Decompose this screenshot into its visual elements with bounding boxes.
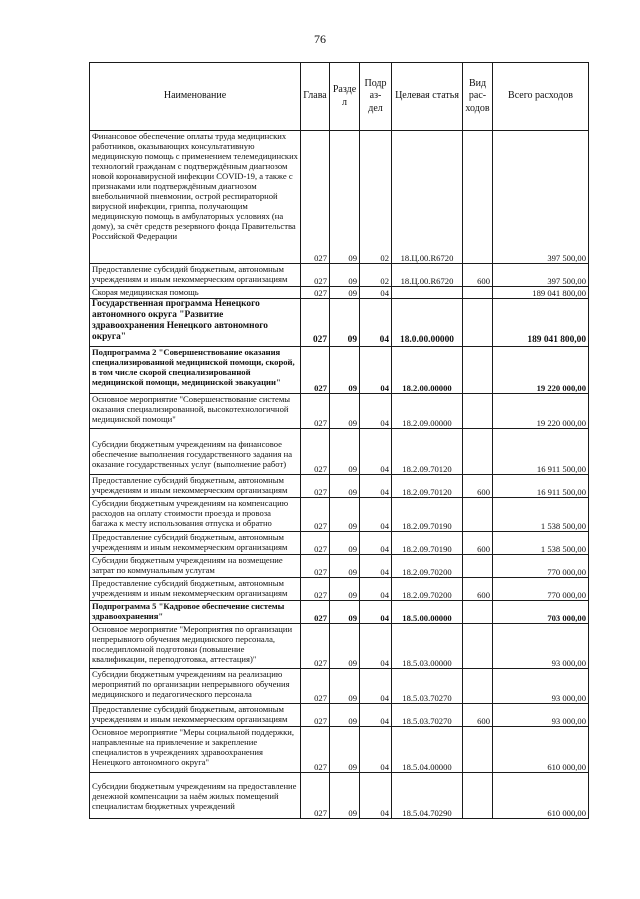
row-total: 397 500,00 xyxy=(493,264,589,287)
row-vid xyxy=(463,669,493,704)
row-vid xyxy=(463,347,493,394)
row-podrazdel: 04 xyxy=(360,601,392,624)
row-razdel: 09 xyxy=(330,131,360,264)
row-target: 18.2.09.70190 xyxy=(392,532,463,555)
row-target xyxy=(392,287,463,299)
row-razdel: 09 xyxy=(330,299,360,347)
row-podrazdel: 04 xyxy=(360,347,392,394)
row-vid: 600 xyxy=(463,264,493,287)
row-target: 18.5.03.70270 xyxy=(392,669,463,704)
table-row xyxy=(90,498,589,532)
row-name: Основное мероприятие "Меры социальной поддержки, направленные на привлечение и закрепление специалистов в учреждениях здравоохранения Ненецкого автономного округа" xyxy=(90,727,301,773)
row-podrazdel: 04 xyxy=(360,669,392,704)
table-row xyxy=(90,394,589,429)
row-target: 18.5.03.00000 xyxy=(392,624,463,669)
row-target: 18.2.09.70200 xyxy=(392,578,463,601)
row-vid: 600 xyxy=(463,475,493,498)
row-glava: 027 xyxy=(301,299,330,347)
row-vid: 600 xyxy=(463,532,493,555)
header-name: Наименование xyxy=(90,63,301,131)
table-row xyxy=(90,299,589,347)
row-name: Субсидии бюджетным учреждениям на предоставление денежной компенсации за наём жилых помещений специалистам бюджетных учреждений xyxy=(90,773,301,819)
row-name: Подпрограмма 2 "Совершенствование оказания специализированной медицинской помощи, скорой, в том числе скорой специализированной медицинской помощи, медицинской эвакуации" xyxy=(90,347,301,394)
row-vid xyxy=(463,429,493,475)
row-name: Субсидии бюджетным учреждениям на финансовое обеспечение выполнения государственного задания на оказание государственных услуг (выполнение работ) xyxy=(90,429,301,475)
table-row xyxy=(90,578,589,601)
header-total: Всего расходов xyxy=(493,63,589,131)
row-vid xyxy=(463,498,493,532)
header-razdel: Разде л xyxy=(330,63,360,131)
row-podrazdel: 04 xyxy=(360,532,392,555)
row-razdel: 09 xyxy=(330,727,360,773)
row-total: 610 000,00 xyxy=(493,773,589,819)
row-glava: 027 xyxy=(301,131,330,264)
row-name: Субсидии бюджетным учреждениям на реализацию мероприятий по организации непрерывного обучения медицинского и педагогического персонала xyxy=(90,669,301,704)
row-podrazdel: 02 xyxy=(360,131,392,264)
row-razdel: 09 xyxy=(330,704,360,727)
row-total: 16 911 500,00 xyxy=(493,475,589,498)
row-name: Государственная программа Ненецкого автономного округа "Развитие здравоохранения Ненецкого автономного округа" xyxy=(90,299,301,347)
row-target: 18.Ц.00.R6720 xyxy=(392,131,463,264)
row-razdel: 09 xyxy=(330,347,360,394)
row-target: 18.5.00.00000 xyxy=(392,601,463,624)
row-glava: 027 xyxy=(301,532,330,555)
row-glava: 027 xyxy=(301,287,330,299)
row-total: 189 041 800,00 xyxy=(493,299,589,347)
row-razdel: 09 xyxy=(330,555,360,578)
table-row xyxy=(90,347,589,394)
row-total: 93 000,00 xyxy=(493,669,589,704)
row-name: Предоставление субсидий бюджетным, автономным учреждениям и иным некоммерческим организациям xyxy=(90,578,301,601)
row-glava: 027 xyxy=(301,624,330,669)
row-vid xyxy=(463,287,493,299)
row-total: 19 220 000,00 xyxy=(493,394,589,429)
row-vid: 600 xyxy=(463,704,493,727)
row-glava: 027 xyxy=(301,727,330,773)
row-name: Основное мероприятие "Совершенствование системы оказания специализированной, высокотехнологичной медицинской помощи" xyxy=(90,394,301,429)
row-target: 18.2.09.00000 xyxy=(392,394,463,429)
table-row xyxy=(90,532,589,555)
row-podrazdel: 04 xyxy=(360,773,392,819)
row-name: Предоставление субсидий бюджетным, автономным учреждениям и иным некоммерческим организациям xyxy=(90,704,301,727)
row-razdel: 09 xyxy=(330,394,360,429)
table-row xyxy=(90,727,589,773)
row-target: 18.0.00.00000 xyxy=(392,299,463,347)
row-name: Скорая медицинская помощь xyxy=(90,287,301,299)
row-total: 16 911 500,00 xyxy=(493,429,589,475)
row-podrazdel: 04 xyxy=(360,624,392,669)
header-vid: Вид рас- ходов xyxy=(463,63,493,131)
row-total: 1 538 500,00 xyxy=(493,532,589,555)
row-total: 770 000,00 xyxy=(493,555,589,578)
row-total: 19 220 000,00 xyxy=(493,347,589,394)
row-glava: 027 xyxy=(301,498,330,532)
row-podrazdel: 04 xyxy=(360,429,392,475)
table-row xyxy=(90,773,589,819)
row-glava: 027 xyxy=(301,394,330,429)
row-vid xyxy=(463,601,493,624)
table-row xyxy=(90,555,589,578)
row-name: Предоставление субсидий бюджетным, автономным учреждениям и иным некоммерческим организациям xyxy=(90,532,301,555)
row-total: 93 000,00 xyxy=(493,624,589,669)
row-glava: 027 xyxy=(301,601,330,624)
row-total: 770 000,00 xyxy=(493,578,589,601)
table-row xyxy=(90,287,589,299)
header-podrazdel: Подр аз- дел xyxy=(360,63,392,131)
row-target: 18.5.04.70290 xyxy=(392,773,463,819)
row-vid xyxy=(463,555,493,578)
row-podrazdel: 04 xyxy=(360,555,392,578)
header-glava: Глава xyxy=(301,63,330,131)
row-podrazdel: 04 xyxy=(360,394,392,429)
row-razdel: 09 xyxy=(330,475,360,498)
row-glava: 027 xyxy=(301,773,330,819)
table-row xyxy=(90,475,589,498)
row-total: 610 000,00 xyxy=(493,727,589,773)
row-glava: 027 xyxy=(301,475,330,498)
table-row xyxy=(90,601,589,624)
row-podrazdel: 04 xyxy=(360,299,392,347)
row-name: Финансовое обеспечение оплаты труда медицинских работников, оказывающих консультативную медицинскую помощь с применением телемедицинских технологий гражданам с подтверждённым диагнозом новой коронавирусной инфекции COVID-19, а также с признаками или подтверждённым диагнозом внебольничной пневмонии, острой респираторной вирусной инфекции, гриппа, получающим медицинскую помощь в амбулаторных условиях (на дому), за счёт средств резервного фонда Правительства Российской Федерации xyxy=(90,131,301,264)
row-podrazdel: 04 xyxy=(360,498,392,532)
table-row xyxy=(90,669,589,704)
table-row xyxy=(90,704,589,727)
row-target: 18.2.09.70190 xyxy=(392,498,463,532)
row-razdel: 09 xyxy=(330,773,360,819)
row-razdel: 09 xyxy=(330,264,360,287)
row-target: 18.2.09.70120 xyxy=(392,475,463,498)
row-name: Основное мероприятие "Мероприятия по организации непрерывного обучения медицинского персонала, последипломной подготовки (повышение квалификации, переподготовка, аттестация)" xyxy=(90,624,301,669)
row-glava: 027 xyxy=(301,429,330,475)
row-razdel: 09 xyxy=(330,429,360,475)
row-name: Субсидии бюджетным учреждениям на компенсацию расходов на оплату стоимости проезда и провоза багажа к месту использования отпуска и обратно xyxy=(90,498,301,532)
row-glava: 027 xyxy=(301,264,330,287)
row-podrazdel: 04 xyxy=(360,704,392,727)
row-glava: 027 xyxy=(301,347,330,394)
row-target: 18.2.09.70120 xyxy=(392,429,463,475)
row-vid xyxy=(463,299,493,347)
budget-table xyxy=(89,62,589,819)
table-row xyxy=(90,131,589,264)
row-vid xyxy=(463,131,493,264)
row-name: Предоставление субсидий бюджетным, автономным учреждениям и иным некоммерческим организациям xyxy=(90,475,301,498)
row-name: Субсидии бюджетным учреждениям на возмещение затрат по коммунальным услугам xyxy=(90,555,301,578)
row-target: 18.2.00.00000 xyxy=(392,347,463,394)
row-glava: 027 xyxy=(301,704,330,727)
row-vid: 600 xyxy=(463,578,493,601)
table-row xyxy=(90,429,589,475)
row-vid xyxy=(463,624,493,669)
row-razdel: 09 xyxy=(330,498,360,532)
row-razdel: 09 xyxy=(330,287,360,299)
row-target: 18.Ц.00.R6720 xyxy=(392,264,463,287)
row-total: 189 041 800,00 xyxy=(493,287,589,299)
row-podrazdel: 04 xyxy=(360,578,392,601)
row-podrazdel: 02 xyxy=(360,264,392,287)
row-glava: 027 xyxy=(301,578,330,601)
row-vid xyxy=(463,773,493,819)
row-razdel: 09 xyxy=(330,624,360,669)
row-target: 18.2.09.70200 xyxy=(392,555,463,578)
row-razdel: 09 xyxy=(330,601,360,624)
row-podrazdel: 04 xyxy=(360,727,392,773)
row-vid xyxy=(463,727,493,773)
row-podrazdel: 04 xyxy=(360,475,392,498)
page-number: 76 xyxy=(314,32,326,46)
table-row xyxy=(90,264,589,287)
row-total: 397 500,00 xyxy=(493,131,589,264)
row-razdel: 09 xyxy=(330,669,360,704)
row-vid xyxy=(463,394,493,429)
row-target: 18.5.04.00000 xyxy=(392,727,463,773)
table-header-row xyxy=(90,63,589,131)
row-total: 1 538 500,00 xyxy=(493,498,589,532)
row-glava: 027 xyxy=(301,555,330,578)
row-podrazdel: 04 xyxy=(360,287,392,299)
row-target: 18.5.03.70270 xyxy=(392,704,463,727)
row-razdel: 09 xyxy=(330,578,360,601)
row-razdel: 09 xyxy=(330,532,360,555)
header-target: Целевая статья xyxy=(392,63,463,131)
table-row xyxy=(90,624,589,669)
row-total: 703 000,00 xyxy=(493,601,589,624)
row-name: Подпрограмма 5 "Кадровое обеспечение системы здравоохранения" xyxy=(90,601,301,624)
row-total: 93 000,00 xyxy=(493,704,589,727)
row-glava: 027 xyxy=(301,669,330,704)
row-name: Предоставление субсидий бюджетным, автономным учреждениям и иным некоммерческим организациям xyxy=(90,264,301,287)
